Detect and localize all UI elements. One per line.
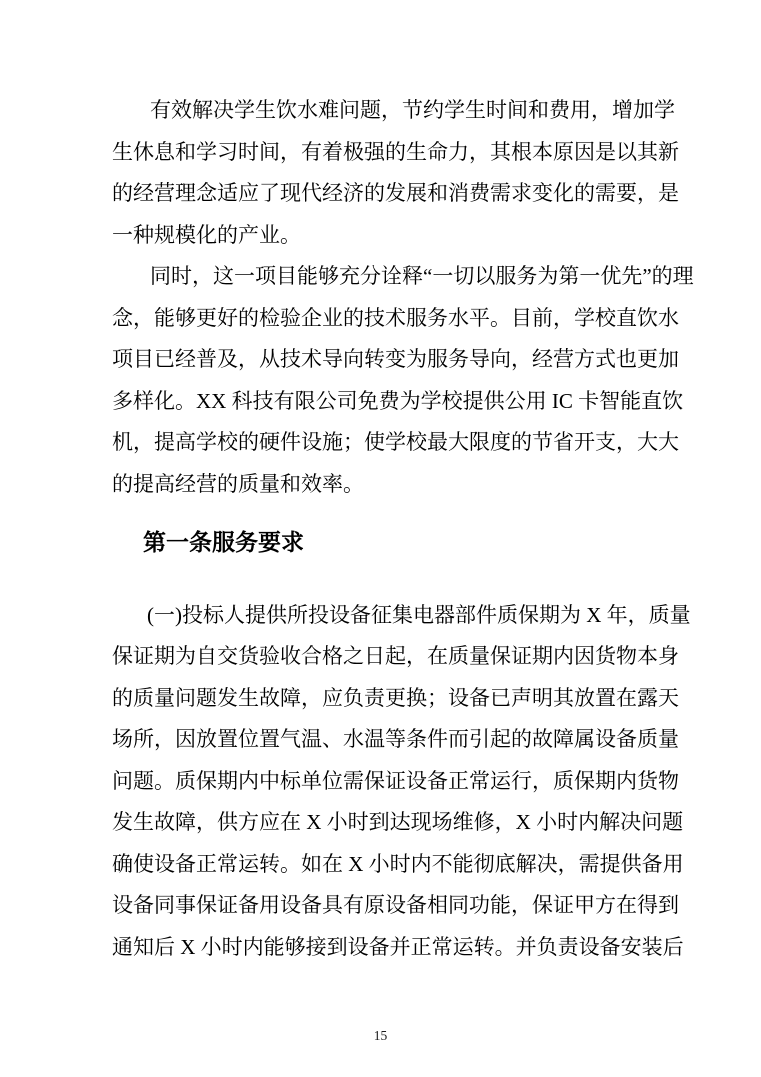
text-line: 一种规模化的产业。 [112,222,301,247]
text-line: 通知后 X 小时内能够接到设备并正常运转。并负责设备安装后 [112,934,684,959]
text-line: 念，能够更好的检验企业的技术服务水平。目前，学校直饮水 [112,305,679,330]
text-line: 有效解决学生饮水难问题，节约学生时间和费用，增加学 [150,98,675,122]
text-line: 问题。质保期内中标单位需保证设备正常运行，质保期内货物 [112,768,679,793]
page-number: 15 [373,1028,388,1043]
text-line: 发生故障，供方应在 X 小时到达现场维修，X 小时内解决问题 [112,810,684,834]
text-line: 保证期为自交货验收合格之日起，在质量保证期内因货物本身 [112,644,679,668]
text-line: 的经营理念适应了现代经济的发展和消费需求变化的需要，是 [112,181,679,205]
paragraph-1 [112,90,679,256]
text-line: 的质量问题发生故障，应负责更换；设备已声明其放置在露天 [112,685,679,710]
text-line: (一)投标人提供所投设备征集电器部件质保期为 X 年，质量 [147,602,691,627]
document-body [112,90,694,968]
text-line: 设备同事保证备用设备具有原设备相同功能，保证甲方在得到 [112,893,679,917]
text-line: 的提高经营的质量和效率。 [112,471,364,496]
text-line: 生休息和学习时间，有着极强的生命力，其根本原因是以其新 [112,139,679,164]
text-line: 项目已经普及，从技术导向转变为服务导向，经营方式也更加 [112,347,679,371]
paragraph-2 [112,256,694,505]
text-line: 同时，这一项目能够充分诠释“一切以服务为第一优先”的理 [150,264,694,288]
text-line: 场所，因放置位置气温、水温等条件而引起的故障属设备质量 [112,727,679,751]
paragraph-3 [112,595,691,969]
text-line: 多样化。XX 科技有限公司免费为学校提供公用 IC 卡智能直饮 [112,388,684,413]
text-line: 机，提高学校的硬件设施；使学校最大限度的节省开支，大大 [112,430,679,454]
text-line: 确使设备正常运转。如在 X 小时内不能彻底解决，需提供备用 [112,851,684,876]
section-heading: 第一条服务要求 [143,530,304,555]
